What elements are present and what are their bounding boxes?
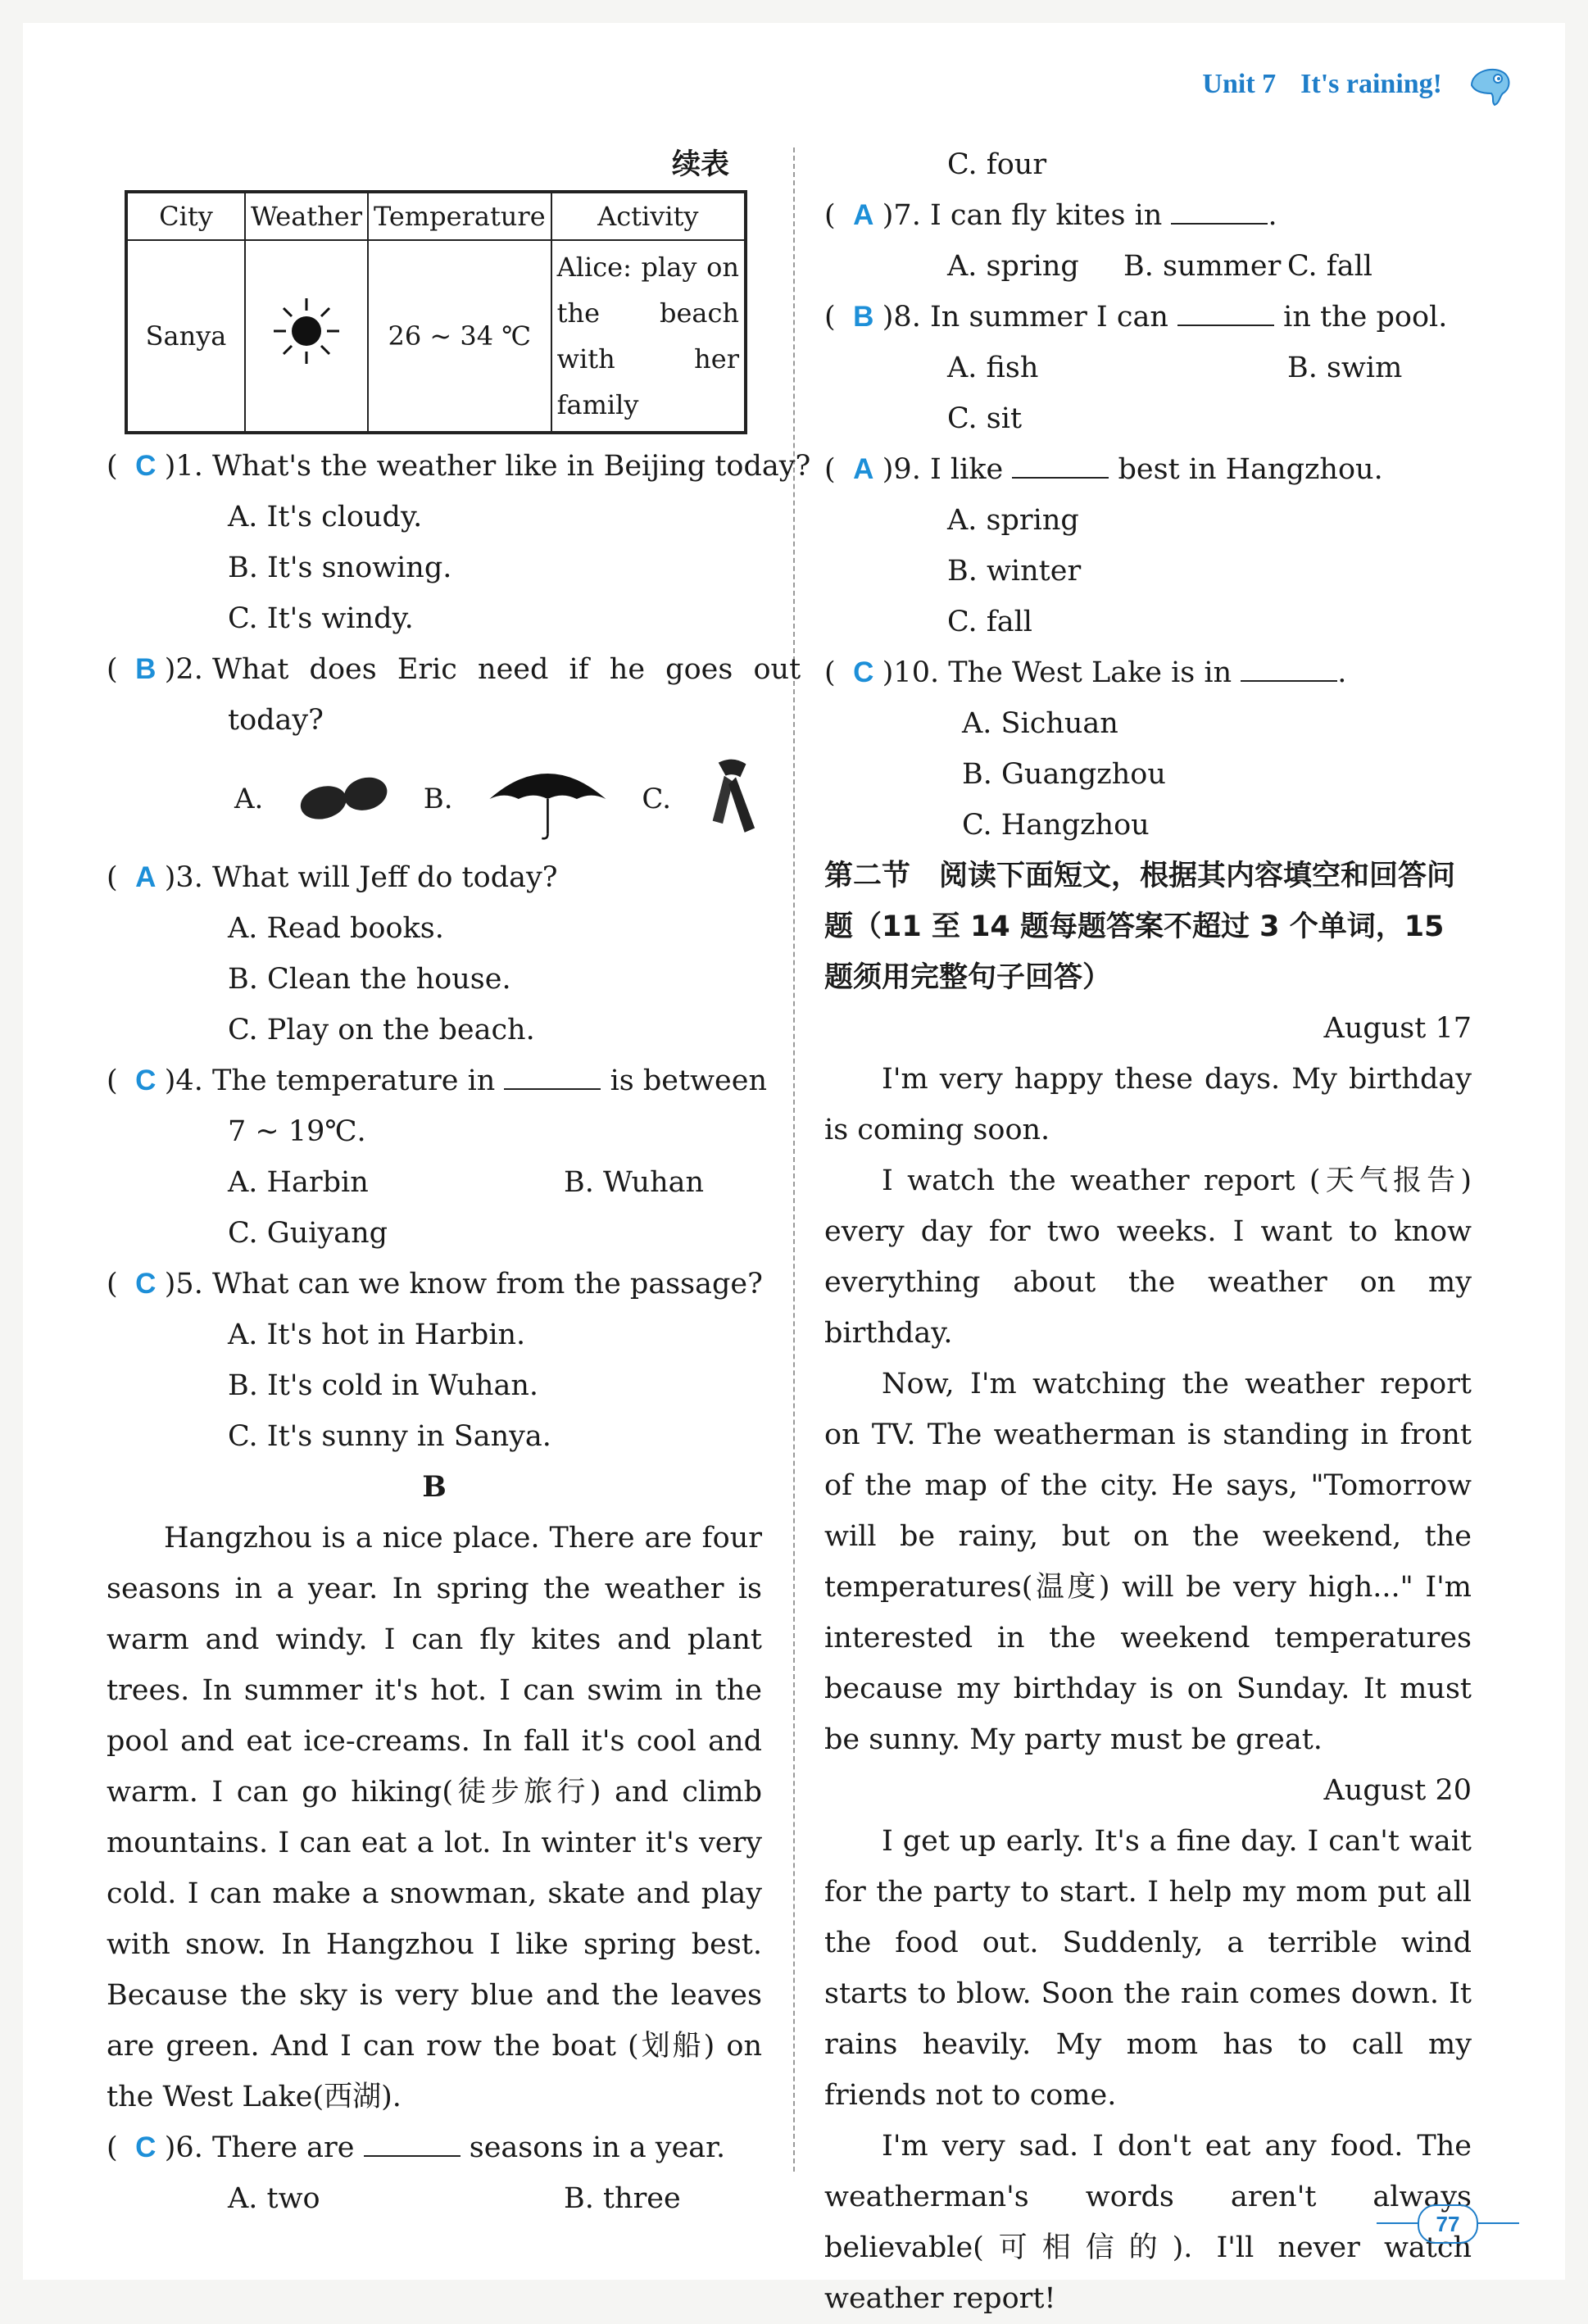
q6-option-c: C. four <box>947 148 1047 181</box>
q3-option-c: C. Play on the beach. <box>228 1014 535 1046</box>
q6-text-post: seasons in a year. <box>469 2131 726 2164</box>
question-6: ( C )6. There are seasons in a year. <box>107 2122 762 2173</box>
page-header <box>1202 61 1514 108</box>
diary-date-1: August 17 <box>1323 1012 1472 1045</box>
diary-paragraph-4: I get up early. It's a fine day. I can't wait for the party to start. I help my mom put all the food out. Suddenly, a terrible wind starts to blow. Soon the rain comes down. It rains heavily. My mom has to call my friends not to come. <box>824 1825 1472 2112</box>
q10-number: )10. <box>882 656 940 689</box>
q9-option-a: A. spring <box>947 504 1079 537</box>
diary-paragraph-3: Now, I'm watching the weather report on TV. The weatherman is standing in front of the map of the city. He says, "Tomorrow will be rainy, but on the weekend, the temperatures(温度) will be very high..." I'm interested in the weekend temperatures because my birthday is on Sunday. It must be sunny. My party must be great. <box>824 1368 1472 1756</box>
section-b-heading: B <box>422 1470 447 1504</box>
q3-text: What will Jeff do today? <box>211 861 558 894</box>
header-temperature: Temperature <box>368 192 551 240</box>
q8-text-post: in the pool. <box>1283 301 1448 334</box>
q2-options <box>107 746 762 852</box>
q1-option-b: B. It's snowing. <box>228 551 452 584</box>
q4-text-post: is between <box>610 1064 767 1097</box>
q8-text: In summer I can <box>929 301 1168 334</box>
q9-text: I like <box>929 453 1004 486</box>
q9-number: )9. <box>882 453 921 486</box>
q1-option-c: C. It's windy. <box>228 602 414 635</box>
answer-10: C <box>853 656 874 688</box>
q5-option-a: A. It's hot in Harbin. <box>228 1319 526 1351</box>
answer-7: A <box>853 199 874 231</box>
answer-5: C <box>135 1268 157 1300</box>
question-7: ( A )7. I can fly kites in . <box>824 190 1472 241</box>
q6-options-ab <box>107 2173 762 2224</box>
header-activity: Activity <box>551 192 746 240</box>
unit-label: Unit 7 <box>1202 69 1277 99</box>
question-8: ( B )8. In summer I can in the pool. <box>824 292 1472 343</box>
diary-paragraph-1: I'm very happy these days. My birthday is coming soon. <box>824 1063 1472 1146</box>
q7-option-b: B. summer <box>1123 250 1282 283</box>
q8-option-b: B. swim <box>1287 352 1403 384</box>
q8-option-c: C. sit <box>947 402 1023 435</box>
q4-option-c: C. Guiyang <box>228 1217 388 1250</box>
q8-option-a: A. fish <box>947 352 1039 384</box>
q5-option-c: C. It's sunny in Sanya. <box>228 1420 551 1453</box>
q6-option-b: B. three <box>564 2182 681 2215</box>
diary-paragraph-2: I watch the weather report (天气报告) every day for two weeks. I want to know everything about the weather on my birthday. <box>824 1164 1472 1350</box>
cell-temperature: 26 ~ 34 ℃ <box>368 240 551 433</box>
q7-text-post: . <box>1268 199 1277 232</box>
right-column <box>824 139 1472 2324</box>
page-number-line-left <box>1377 2222 1418 2224</box>
answer-3: A <box>135 861 157 893</box>
q7-options <box>824 241 1472 292</box>
cell-activity: Alice: play on the beach with her family <box>551 240 746 433</box>
answer-8: B <box>853 301 874 333</box>
q4-text: The temperature in <box>211 1064 496 1097</box>
q8-options-ab <box>824 343 1472 393</box>
q7-option-a: A. spring <box>947 250 1079 283</box>
q9-text-post: best in Hangzhou. <box>1118 453 1383 486</box>
q5-number: )5. <box>164 1268 203 1300</box>
diary-paragraph-5: I'm very sad. I don't eat any food. The weatherman's words aren't always believable(可相信的). I'll never watch weather report! <box>824 2130 1472 2315</box>
q6-blank <box>364 2131 461 2157</box>
q7-blank <box>1171 198 1268 225</box>
q9-option-c: C. fall <box>947 606 1032 638</box>
page-number-line-right <box>1478 2222 1519 2224</box>
q3-number: )3. <box>164 861 203 894</box>
answer-4: C <box>135 1064 157 1096</box>
q1-option-a: A. It's cloudy. <box>228 501 423 533</box>
page-number: 77 <box>1418 2204 1478 2244</box>
sun-icon <box>270 294 343 368</box>
q7-option-c: C. fall <box>1287 250 1372 283</box>
q2-text: What does Eric need if he goes out <box>211 653 801 686</box>
q2-option-c-label: C. <box>642 783 672 815</box>
q1-number: )1. <box>164 450 203 483</box>
q3-option-a: A. Read books. <box>228 912 444 945</box>
q8-blank <box>1177 300 1274 326</box>
q2-text-cont: today? <box>228 704 324 737</box>
q2-number: )2. <box>164 653 203 686</box>
q4-options-ab <box>107 1157 762 1208</box>
table-header-row <box>126 192 746 240</box>
header-city: City <box>126 192 245 240</box>
q4-number: )4. <box>164 1064 203 1097</box>
q9-option-b: B. winter <box>947 555 1082 588</box>
cell-city: Sanya <box>126 240 245 433</box>
section-2-heading: 第二节 阅读下面短文，根据其内容填空和回答问题（11 至 14 题每题答案不超过 3 个单词，15 题须用完整句子回答） <box>824 860 1456 994</box>
question-3: ( A )3. What will Jeff do today? <box>107 852 762 903</box>
cell-weather <box>245 240 368 433</box>
question-2: ( B )2. What does Eric need if he goes out <box>107 644 762 695</box>
q10-option-b: B. Guangzhou <box>962 758 1166 791</box>
q1-text: What's the weather like in Beijing today? <box>211 450 811 483</box>
q5-text: What can we know from the passage? <box>211 1268 763 1300</box>
question-9: ( A )9. I like best in Hangzhou. <box>824 444 1472 495</box>
q4-blank <box>504 1064 601 1090</box>
q2-option-a-label: A. <box>234 783 264 815</box>
q6-text: There are <box>211 2131 355 2164</box>
umbrella-icon <box>486 750 610 848</box>
passage-b: Hangzhou is a nice place. There are four seasons in a year. In spring the weather is warm and windy. I can fly kites and plant trees. In summer it's hot. I can swim in the pool and eat ice-creams. In fall it's cool and warm. I can go hiking(徒步旅行) and climb mountains. I can eat a lot. In winter it's very cold. I can make a snowman, skate and play with snow. In Hangzhou I like spring best. Because the sky is very blue and the leaves are green. And I can row the boat (划船) on the West Lake(西湖). <box>107 1522 762 2113</box>
q3-option-b: B. Clean the house. <box>228 963 511 996</box>
unit-title: It's raining! <box>1300 69 1442 99</box>
question-5: ( C )5. What can we know from the passage? <box>107 1259 762 1310</box>
q2-option-b-label: B. <box>423 783 453 815</box>
q7-number: )7. <box>882 199 921 232</box>
q4-option-b: B. Wuhan <box>564 1166 705 1199</box>
chameleon-logo-icon <box>1467 61 1514 108</box>
q6-number: )6. <box>164 2131 203 2164</box>
answer-9: A <box>853 453 874 485</box>
q9-blank <box>1012 452 1109 479</box>
q6-option-a: A. two <box>228 2182 320 2215</box>
table-caption: 续表 <box>671 148 729 181</box>
answer-1: C <box>135 450 157 482</box>
answer-2: B <box>135 653 157 685</box>
scarf-icon <box>704 750 762 848</box>
q8-number: )8. <box>882 301 921 334</box>
question-4: ( C )4. The temperature in is between <box>107 1055 762 1106</box>
q10-blank <box>1241 656 1337 682</box>
header-weather: Weather <box>245 192 368 240</box>
q10-option-a: A. Sichuan <box>962 707 1118 740</box>
q4-option-a: A. Harbin <box>228 1166 369 1199</box>
question-1: ( C )1. What's the weather like in Beijing today? <box>107 441 762 492</box>
q10-text: The West Lake is in <box>948 656 1232 689</box>
sunglasses-icon <box>296 762 390 836</box>
q5-option-b: B. It's cold in Wuhan. <box>228 1369 539 1402</box>
left-column <box>107 139 811 2224</box>
weather-table <box>125 190 747 434</box>
q7-text: I can fly kites in <box>929 199 1163 232</box>
question-10: ( C )10. The West Lake is in . <box>824 647 1472 698</box>
answer-6: C <box>135 2131 157 2163</box>
diary-date-2: August 20 <box>1323 1774 1472 1807</box>
q10-option-c: C. Hangzhou <box>962 809 1150 842</box>
q4-text-cont: 7 ~ 19℃. <box>228 1115 366 1148</box>
q10-text-post: . <box>1337 656 1347 689</box>
table-row <box>126 240 746 433</box>
